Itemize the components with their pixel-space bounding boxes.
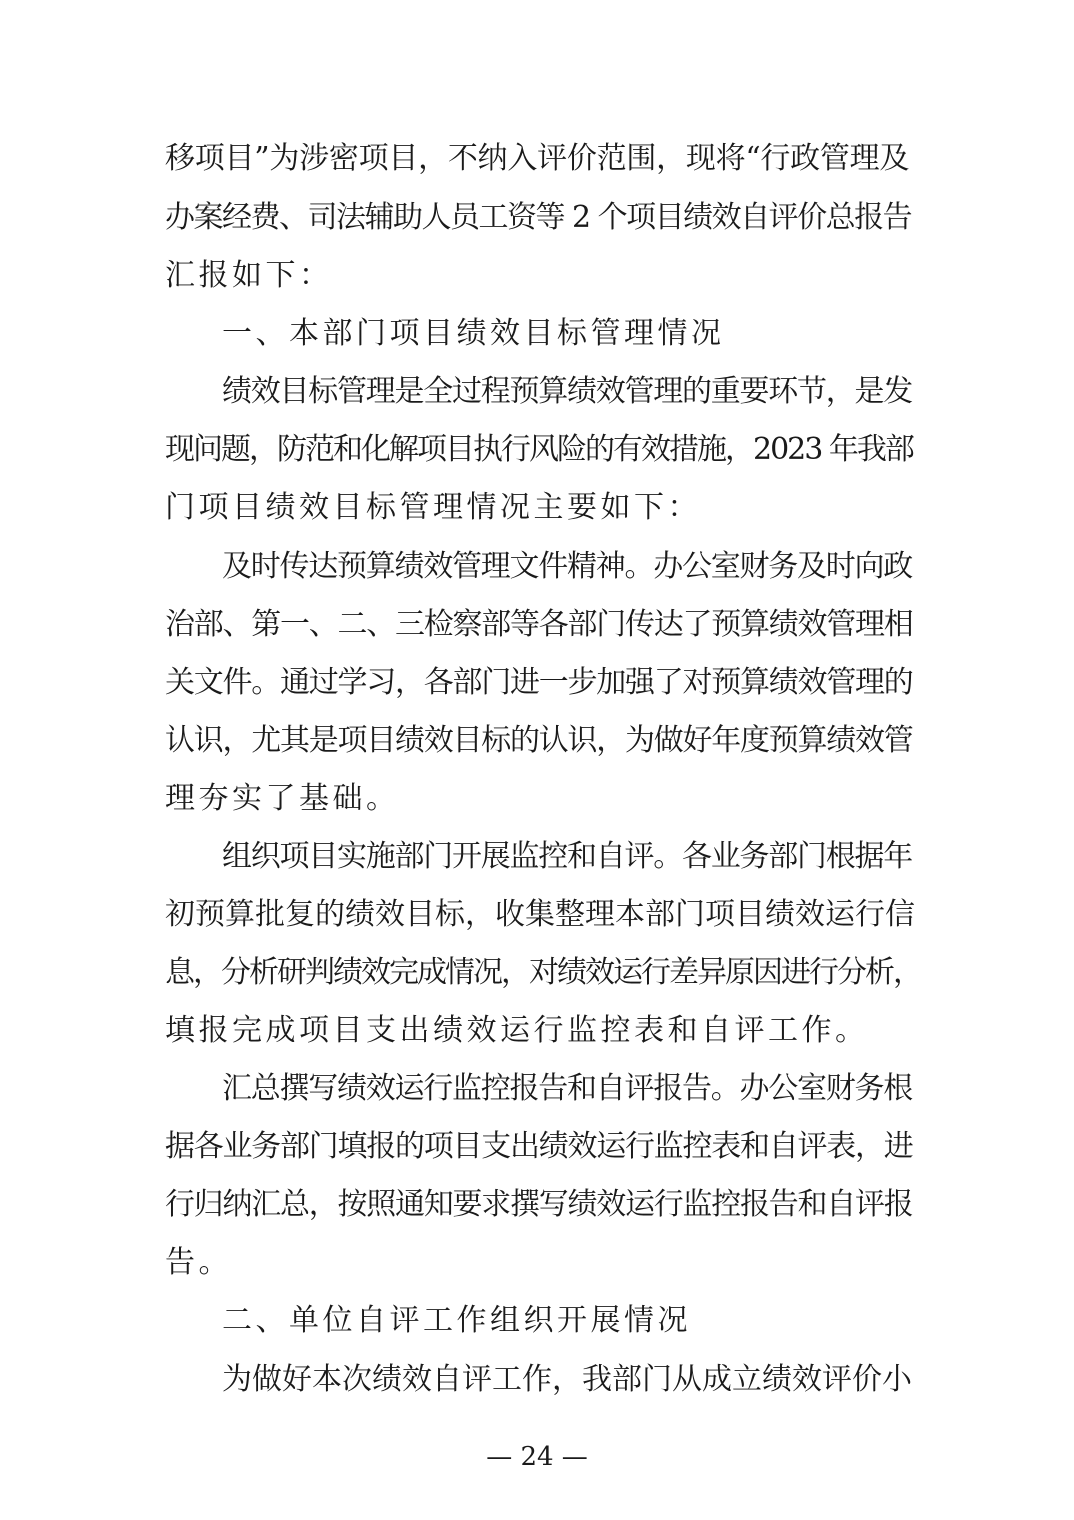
section-heading-2: 二、单位自评工作组织开展情况 xyxy=(222,1303,691,1338)
paragraph-line: 为做好本次绩效自评工作，我部门从成立绩效评价小 xyxy=(222,1362,912,1397)
text-line: 告。 xyxy=(165,1245,232,1280)
text-line: 息，分析研判绩效完成情况，对绩效运行差异原因进行分析， xyxy=(165,955,921,990)
text-line: 据各业务部门填报的项目支出绩效运行监控表和自评表，进 xyxy=(165,1129,913,1164)
section-heading-1: 一、本部门项目绩效目标管理情况 xyxy=(222,316,725,351)
paragraph-line: 及时传达预算绩效管理文件精神。办公室财务及时向政 xyxy=(222,549,912,584)
page-number: — 24 — xyxy=(486,1442,588,1472)
paragraph-line: 组织项目实施部门开展监控和自评。各业务部门根据年 xyxy=(222,839,912,874)
text-line: 治部、第一、二、三检察部等各部门传达了预算绩效管理相 xyxy=(165,607,913,642)
text-line: 初预算批复的绩效目标，收集整理本部门项目绩效运行信 xyxy=(165,897,915,932)
text-line: 关文件。通过学习，各部门进一步加强了对预算绩效管理的 xyxy=(165,665,913,700)
text-line: 现问题，防范和化解项目执行风险的有效措施，2023 年我部 xyxy=(165,432,913,467)
paragraph-line: 绩效目标管理是全过程预算绩效管理的重要环节，是发 xyxy=(222,374,912,409)
text-line: 理夯实了基础。 xyxy=(165,781,400,816)
text-line: 填报完成项目支出绩效运行监控表和自评工作。 xyxy=(165,1013,869,1048)
text-line: 门项目绩效目标管理情况主要如下： xyxy=(165,490,701,525)
text-line: 行归纳汇总，按照通知要求撰写绩效运行监控报告和自评报 xyxy=(165,1187,913,1222)
paragraph-line: 汇总撰写绩效运行监控报告和自评报告。办公室财务根 xyxy=(222,1071,912,1106)
text-line: 移项目”为涉密项目，不纳入评价范围，现将“行政管理及 xyxy=(165,141,910,176)
text-line: 汇报如下： xyxy=(165,258,333,293)
text-line: 办案经费、司法辅助人员工资等 2 个项目绩效自评价总报告 xyxy=(165,200,912,235)
text-line: 认识，尤其是项目绩效目标的认识，为做好年度预算绩效管 xyxy=(165,723,913,758)
